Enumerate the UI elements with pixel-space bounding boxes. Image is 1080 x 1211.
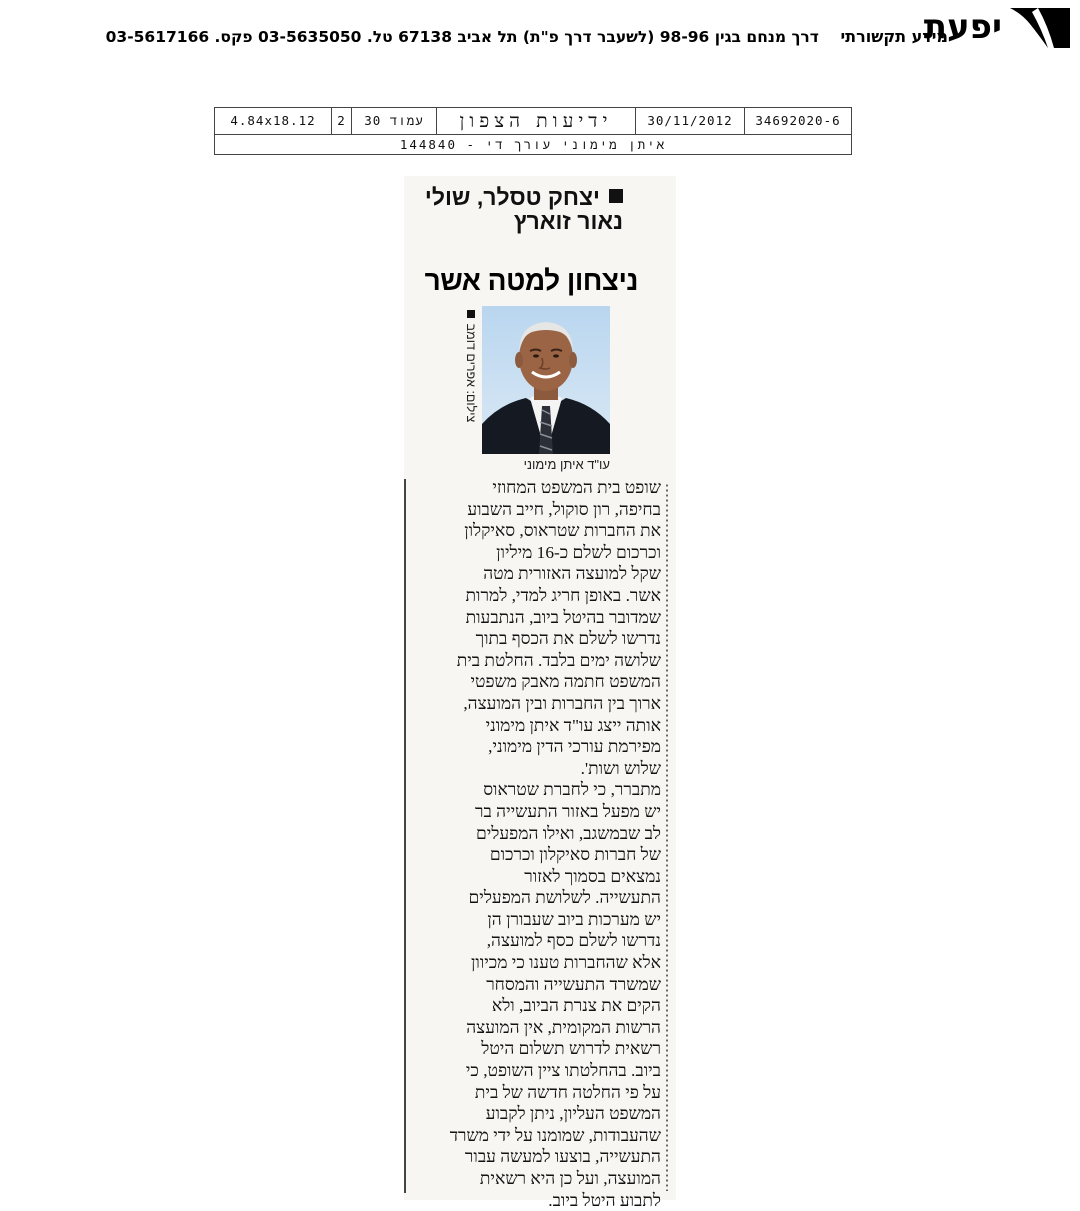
clip-id: 34692020-6 [744, 108, 851, 134]
body-line: המשפט העליון, ניתן לקבוע [485, 1104, 661, 1124]
client-line: איתן מימוני עורך די - 144840 [399, 137, 667, 152]
byline [423, 185, 623, 233]
page-number: עמוד 30 [351, 108, 436, 134]
body-line: נדרשו לשלם את הכסף בתוך [475, 629, 661, 649]
body-line: התעשייה, בוצעו למעשה עבור [464, 1147, 661, 1167]
body-line: נדרשו לשלם כסף למועצה, [486, 931, 661, 951]
yifat-logo-icon [1008, 4, 1072, 52]
body-line: מתברר, כי לחברת שטראוס [483, 780, 661, 800]
left-column-rule [404, 479, 406, 1193]
body-line: הקים את צנרת הביוב, ולא [491, 996, 661, 1016]
letterhead [0, 0, 1080, 60]
body-line: אותה ייצג עו"ד איתן מימוני [485, 715, 661, 735]
body-line: רשאית לדרוש תשלום היטל [481, 1039, 661, 1059]
body-line: יש מפעל באזור התעשייה בר [475, 801, 661, 821]
photo-caption: עו"ד איתן מימוני [523, 457, 610, 472]
body-line: הרשות המקומית, אין המועצה [466, 1017, 661, 1037]
clip-size: 4.84x18.12 [230, 113, 316, 128]
body-line: יש מערכות ביוב שעבורן הן [487, 909, 661, 929]
body-line: שהעבודות, שמומנו על ידי משרד [449, 1125, 661, 1145]
portrait-photo [482, 306, 610, 454]
body-line: נמצאים בסמוך לאזור [524, 866, 661, 886]
byline-square-icon [609, 189, 623, 203]
body-line: וכרכום לשלם כ-16 מיליון [496, 542, 661, 562]
article-body [418, 477, 661, 1211]
body-line: בחיפה, רון סוקול, חייב השבוע [467, 499, 661, 519]
body-line: לתבוע היטל ביוב. [548, 1190, 661, 1210]
article-clip [404, 176, 676, 1210]
body-line: שמשרד התעשייה והמסחר [486, 974, 661, 994]
body-line: שופט בית המשפט המחוזי [492, 478, 661, 497]
body-line: שלושה ימים בלבד. החלטת בית [456, 650, 661, 670]
clip-date: 30/11/2012 [635, 108, 744, 134]
body-line: ביוב. בהחלטתו ציין השופט, כי [465, 1061, 661, 1081]
body-line: על פי החלטה חדשה של בית [474, 1082, 661, 1102]
body-line: של חברות סאיקלון וכרכום [489, 845, 661, 865]
clip-count: 2 [331, 108, 351, 134]
byline-line1: יצחק טסלר, שולי [424, 184, 600, 210]
publication-name: ידיעות הצפון [436, 108, 635, 134]
photo-credit [462, 310, 480, 435]
body-line: שמדובר בהיטל ביוב, הנתבעות [465, 607, 661, 627]
body-line: המשפט חתמה מאבק משפטי [470, 672, 661, 692]
body-line: מפירמת עורכי הדין מימוני, [488, 737, 661, 757]
body-line: שקל למועצה האזורית מטה [483, 564, 661, 584]
byline-line2: נאור זוארץ [513, 208, 623, 234]
body-line: אלא שהחברות טענו כי מכיוון [471, 953, 661, 973]
dotted-column-rule [666, 483, 668, 1191]
photo-credit-text: צילום: אפרים דומב [464, 323, 478, 422]
credit-square-icon [467, 310, 475, 318]
body-line: את החברות שטראוס, סאיקלון [464, 521, 661, 541]
body-line: לב שבמשגב, ואילו המפעלים [475, 823, 661, 843]
body-line: התעשייה. לשלושת המפעלים [468, 888, 661, 908]
brand-name: יפעת [923, 7, 1002, 47]
address-line: דרך מנחם בגין 98-96 (לשעבר דרך פ"ת) תל אביב 67138 טל. 03-5635050 פקס. 03-5617166 [105, 28, 819, 46]
company-name: מידע תקשורתי [840, 27, 948, 46]
body-line: שלוש ושות'. [580, 758, 661, 778]
clip-metadata-box [214, 107, 852, 155]
body-line: אשר. באופן חריג למדי, למרות [465, 585, 661, 605]
contact-line [106, 27, 948, 46]
body-line: ארוך בין החברות ובין המועצה, [463, 693, 661, 713]
metadata-row [215, 108, 851, 135]
body-line: המועצה, ועל כן היא רשאית [479, 1169, 661, 1188]
headline: ניצחון למטה אשר [424, 265, 638, 296]
